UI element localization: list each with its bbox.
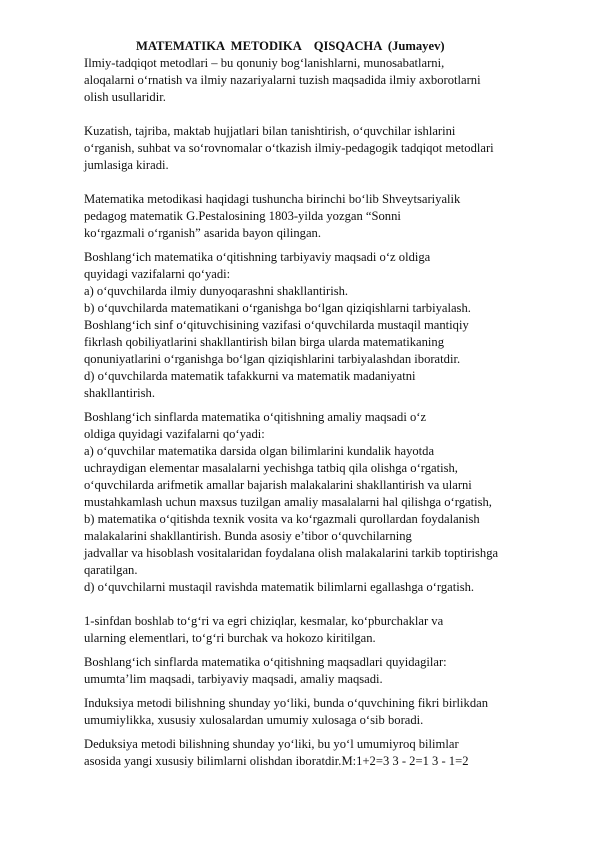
text-line: oldiga quyidagi vazifalarni qo‘yadi: (84, 427, 265, 441)
paragraph-5 (84, 409, 554, 596)
text-line: uchraydigan elementar masalalarni yechishga tatbiq qila olishga o‘rgatish, (84, 461, 458, 475)
text-line: Boshlang‘ich matematika o‘qitishning tarbiyaviy maqsadi o‘z oldiga (84, 250, 431, 264)
paragraph-gap (84, 106, 554, 123)
text-line: aloqalarni o‘rnatish va ilmiy nazariyalarni tuzish maqsadida ilmiy axborotlarni (84, 73, 481, 87)
paragraph-gap (84, 647, 554, 654)
text-line: ko‘rgazmali o‘rganish” asarida bayon qilingan. (84, 226, 321, 240)
text-line: umumta’lim maqsadi, tarbiyaviy maqsadi, amaliy maqsadi. (84, 672, 383, 686)
paragraph-gap (84, 688, 554, 695)
document-page (84, 38, 554, 770)
text-line: mustahkamlash uchun maxsus tuzilgan amaliy masalalarni hal qilishga o‘rgatish, (84, 495, 492, 509)
paragraph-7 (84, 654, 554, 688)
text-line: Boshlang‘ich sinflarda matematika o‘qitishning amaliy maqsadi o‘z (84, 410, 427, 424)
text-line: d) o‘quvchilarni mustaqil ravishda matematik bilimlarni egallashga o‘rgatish. (84, 580, 475, 594)
text-line: Boshlang‘ich sinflarda matematika o‘qitishning maqsadlari quyidagilar: (84, 655, 447, 669)
text-line: a) o‘quvchilar matematika darsida olgan bilimlarini kundalik hayotda (84, 444, 435, 458)
paragraph-gap (84, 174, 554, 191)
text-line: o‘rganish, suhbat va so‘rovnomalar o‘tkazish ilmiy-pedagogik tadqiqot metodlari (84, 141, 494, 155)
paragraph-gap (84, 596, 554, 613)
text-line: malakalarini shakllantirish. Bunda asosiy e’tibor o‘quvchilarning (84, 529, 412, 543)
paragraph-gap (84, 729, 554, 736)
paragraph-9 (84, 736, 554, 770)
text-line: umumiylikka, xususiy xulosalardan umumiy xulosaga o‘sib boradi. (84, 713, 424, 727)
paragraph-gap (84, 242, 554, 249)
text-line: olish usullaridir. (84, 90, 166, 104)
text-line: Deduksiya metodi bilishning shunday yo‘liki, bu yo‘l umumiyroq bilimlar (84, 737, 459, 751)
paragraph-6 (84, 613, 554, 647)
text-line: Induksiya metodi bilishning shunday yo‘liki, bunda o‘quvchining fikri birlikdan (84, 696, 489, 710)
text-line: b) matematika o‘qitishda texnik vosita va ko‘rgazmali qurollardan foydalanish (84, 512, 480, 526)
text-line: Ilmiy-tadqiqot metodlari – bu qonuniy bog‘lanishlarni, munosabatlarni, (84, 56, 445, 70)
text-line: o‘quvchilarda arifmetik amallar bajarish malakalarini shakllantirish va ularni (84, 478, 472, 492)
text-line: Boshlang‘ich sinf o‘qituvchisining vazifasi o‘quvchilarda mustaqil mantiqiy (84, 318, 469, 332)
document-body (84, 55, 554, 770)
text-line: a) o‘quvchilarda ilmiy dunyoqarashni shakllantirish. (84, 284, 349, 298)
paragraph-8 (84, 695, 554, 729)
paragraph-2 (84, 123, 554, 174)
paragraph-3 (84, 191, 554, 242)
text-line: qaratilgan. (84, 563, 138, 577)
text-line: jadvallar va hisoblash vositalaridan foydalana olish malakalarini tarkib toptirishga (84, 546, 499, 560)
text-line: b) o‘quvchilarda matematikani o‘rganishga bo‘lgan qiziqishlarni tarbiyalash. (84, 301, 471, 315)
text-line: pedagog matematik G.Pestalosining 1803-yilda yozgan “Sonni (84, 209, 401, 223)
text-line: shakllantirish. (84, 386, 156, 400)
paragraph-4 (84, 249, 554, 402)
text-line: ularning elementlari, to‘g‘ri burchak va hokozo kiritilgan. (84, 631, 376, 645)
document-title: MATEMATIKA METODIKA QISQACHA (Jumayev) (136, 39, 445, 53)
paragraph-1 (84, 55, 554, 106)
text-line: asosida yangi xususiy bilimlarni olishdan iboratdir.M:1+2=3 3 - 2=1 3 - 1=2 (84, 754, 469, 768)
text-line: quyidagi vazifalarni qo‘yadi: (84, 267, 231, 281)
paragraph-gap (84, 402, 554, 409)
text-line: jumlasiga kiradi. (84, 158, 169, 172)
text-line: 1-sinfdan boshlab to‘g‘ri va egri chiziqlar, kesmalar, ko‘pburchaklar va (84, 614, 444, 628)
text-line: d) o‘quvchilarda matematik tafakkurni va matematik madaniyatni (84, 369, 416, 383)
text-line: fikrlash qobiliyatlarini shakllantirish bilan birga ularda matematikaning (84, 335, 444, 349)
text-line: Matematika metodikasi haqidagi tushuncha birinchi bo‘lib Shveytsariyalik (84, 192, 461, 206)
text-line: qonuniyatlarini o‘rganishga bo‘lgan qiziqishlarini tarbiyalashdan iboratdir. (84, 352, 461, 366)
text-line: Kuzatish, tajriba, maktab hujjatlari bilan tanishtirish, o‘quvchilar ishlarini (84, 124, 456, 138)
